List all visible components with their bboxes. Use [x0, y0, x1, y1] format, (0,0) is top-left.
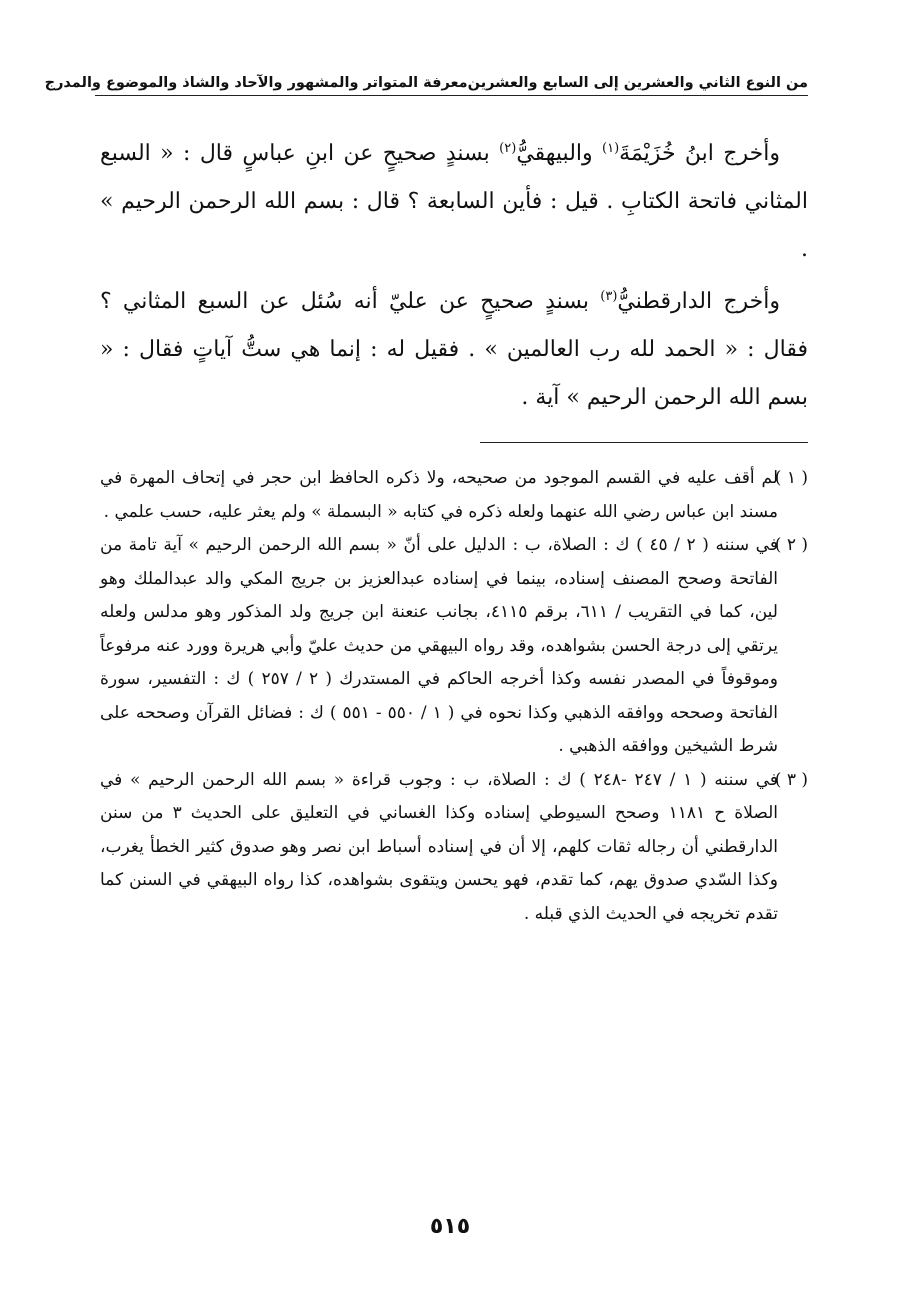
- footnote-ref-1: (١): [602, 141, 620, 156]
- footnote-ref-3: (٣): [600, 289, 618, 304]
- page-number: ٥١٥: [429, 1214, 471, 1239]
- main-paragraph-1: [100, 130, 808, 274]
- footnotes: [100, 462, 808, 931]
- paragraph-text: بسندٍ صحيحٍ عن ابنِ عباسٍ قال : « السبع المثاني فاتحة الكتابِ . قيل : فأين السابعة ؟ قال : بسم الله الرحمن الرحيم » .: [100, 141, 808, 262]
- footnote-1: [100, 462, 808, 529]
- footnote-text: في سننه ( ٢ / ٤٥ ) ك : الصلاة، ب : الدليل على أنّ « بسم الله الرحمن الرحيم » آية تامة من الفاتحة وصحح المصنف إسناده، بينما في إسناده عبدالعزيز بن جريج المكي والد عبدالملك وهو لين، كما في التقريب / ٦١١، برقم ٤١١٥، بجانب عنعنة ابن جريج ولد المذكور وهو مدلس ولعله يرتقي إلى درجة الحسن بشواهده، وقد رواه البيهقي من حديث عليّ وأبي هريرة وورد عنه مرفوعاً وموقوفاً في المصدر نفسه وكذا أخرجه الحاكم في المستدرك ( ٢ / ٢٥٧ ) ك : التفسير، سورة الفاتحة وصححه ووافقه الذهبي وكذا نحوه في ( ١ / ٥٥٠ - ٥٥١ ) ك : فضائل القرآن وصححه على شرط الشيخين ووافقه الذهبي .: [100, 535, 778, 756]
- footnote-2: [100, 529, 808, 764]
- paragraph-text: وأخرج الدارقطنيُّ: [617, 289, 780, 314]
- paragraph-text: وأخرج ابنُ خُزَيْمَةَ: [619, 141, 780, 166]
- footnote-number: ( ٣ ): [774, 769, 808, 790]
- footnote-text: في سننه ( ١ / ٢٤٧ -٢٤٨ ) ك : الصلاة، ب : وجوب قراءة « بسم الله الرحمن الرحيم » في الصلاة ح ١١٨١ وصحح السيوطي إسناده وكذا الغساني في التعليق على الحديث ٣ من سنن الدارقطني أن رجاله ثقات كلهم، إلا أن في إسناده أسباط ابن نصر وهو صدوق كثير الخطأ يغرب، وكذا السّدي صدوق يهم، كما تقدم، فهو يحسن ويتقوى بشواهده، كذا رواه البيهقي في السنن كما تقدم تخريجه في الحديث الذي قبله .: [100, 769, 778, 924]
- running-header: [44, 64, 808, 96]
- paragraph-text: والبيهقيُّ: [516, 141, 603, 166]
- main-paragraph-2: [100, 278, 808, 422]
- main-text: [100, 130, 808, 422]
- footnote-text: لم أقف عليه في القسم الموجود من صحيحه، ولا ذكره الحافظ ابن حجر في إتحاف المهرة في مسند ابن عباس رضي الله عنهما ولعله ذكره في كتابه « البسملة » ولم يعثر عليه، حسب علمي .: [100, 468, 778, 522]
- footnote-number: ( ٢ ): [774, 535, 808, 555]
- footnote-3: [100, 764, 808, 932]
- footnote-number: ( ١ ): [774, 468, 808, 488]
- header-chapter-title: من النوع الثاني والعشرين إلى السابع والعشرين: [467, 75, 808, 91]
- footnote-separator: [480, 442, 808, 443]
- header-section-title: معرفة المتواتر والمشهور والآحاد والشاذ والموضوع والمدرج: [44, 75, 468, 91]
- footnote-ref-2: (٢): [499, 141, 517, 156]
- paragraph-text: بسندٍ صحيحٍ عن عليّ أنه سُئل عن السبع المثاني ؟ فقال : « الحمد لله رب العالمين » . فقيل له : إنما هي ستُّ آياتٍ فقال : « بسم الله الرحمن الرحيم » آية .: [100, 289, 808, 410]
